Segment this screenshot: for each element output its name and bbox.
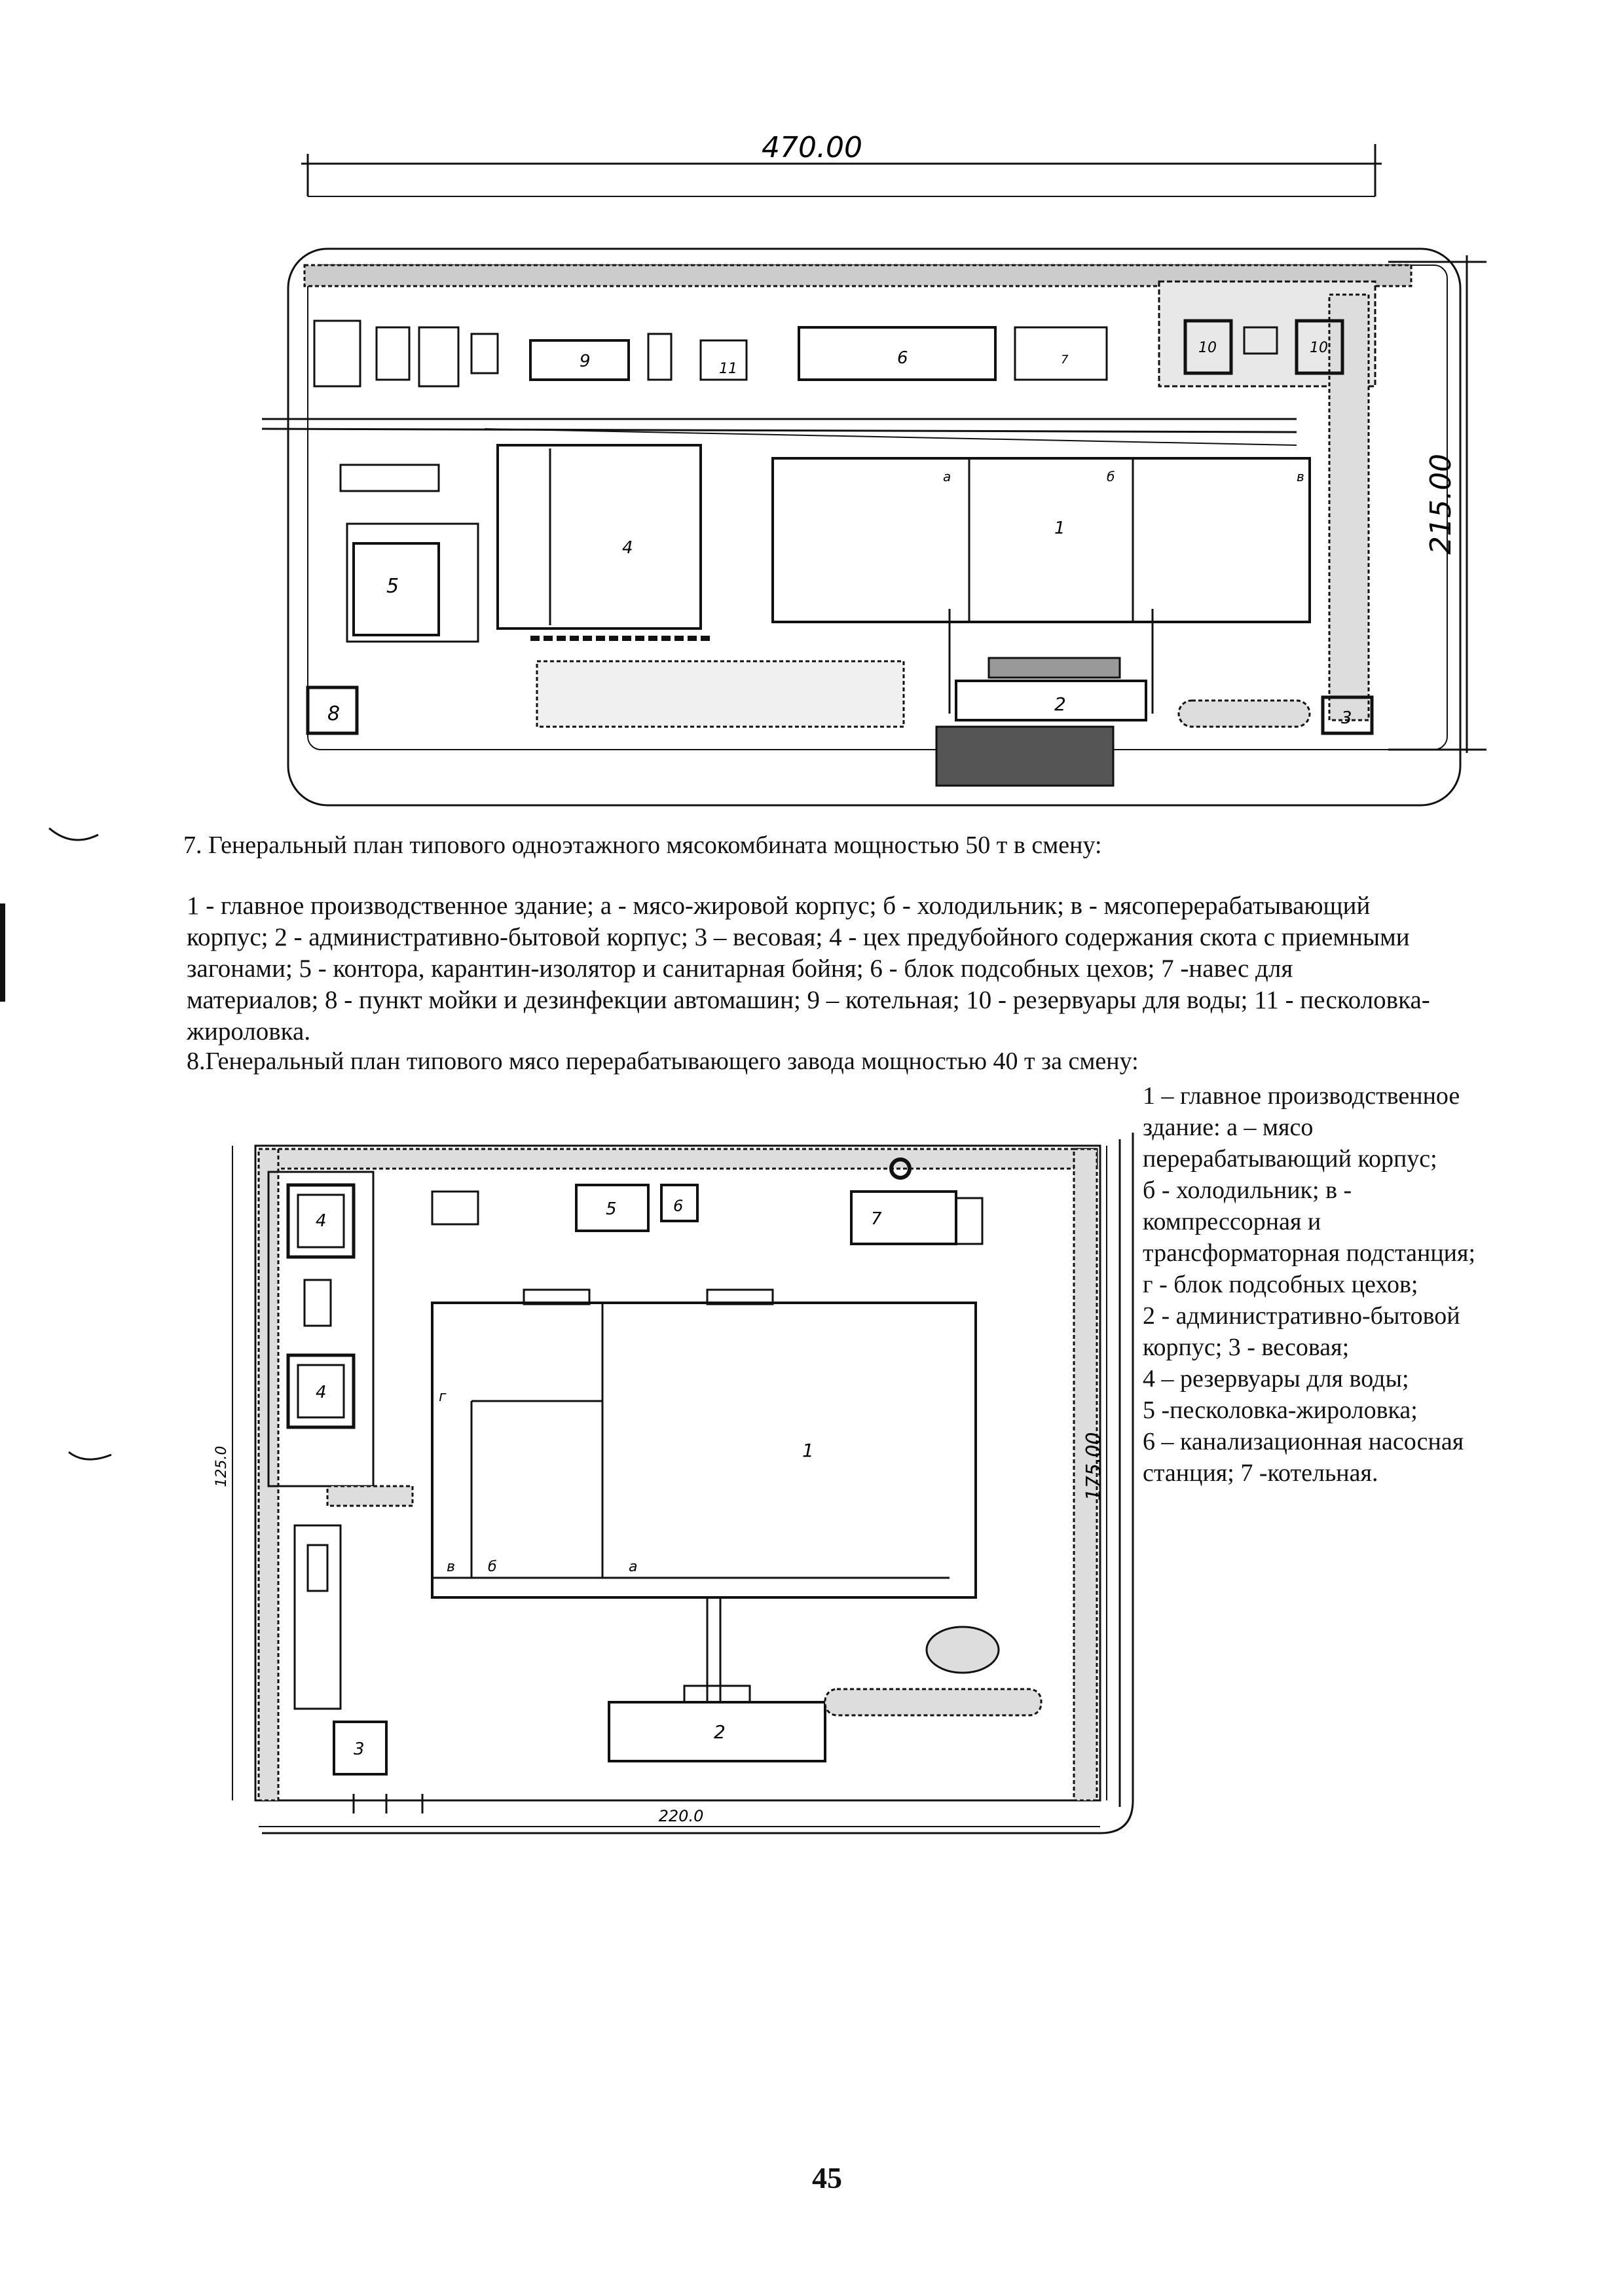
plan1-caption: 7. Генеральный план типового одноэтажного мясокомбината мощностью 50 т в смену: xyxy=(183,831,1102,859)
legend-line: г - блок подсобных цехов; xyxy=(1143,1271,1418,1298)
building-label-b: б xyxy=(1107,469,1115,484)
building-7 xyxy=(851,1192,956,1244)
building-label-3: 3 xyxy=(354,1740,365,1759)
building-4 xyxy=(498,445,701,629)
building-label-3: 3 xyxy=(1341,708,1352,728)
legend-line: станция; 7 -котельная. xyxy=(1143,1459,1378,1487)
legend-line: б - холодильник; в - xyxy=(1143,1176,1352,1204)
pump-station-area xyxy=(927,1627,999,1673)
building-label-8: 8 xyxy=(327,702,341,725)
margin-bar xyxy=(0,903,5,1002)
building-label-6: 6 xyxy=(673,1197,684,1215)
legend-line: 5 -песколовка-жироловка; xyxy=(1143,1396,1418,1424)
building-label-10b: 10 xyxy=(1310,340,1328,356)
building-label-a: a xyxy=(629,1559,638,1575)
legend-line: здание: а – мясо xyxy=(1143,1114,1314,1141)
dim-inner-height-label: 125.0 xyxy=(213,1446,230,1487)
site-plan-2 xyxy=(196,1120,1146,1879)
building-label-5: 5 xyxy=(386,575,399,598)
legend-line: перерабатывающий корпус; xyxy=(1143,1145,1437,1173)
building-label-7: 7 xyxy=(871,1209,882,1229)
building-2 xyxy=(956,681,1146,720)
building-label-g: г xyxy=(439,1389,447,1405)
plan2-caption: 8.Генеральный план типового мясо перерабатывающего завода мощностью 40 т за смену: xyxy=(187,1048,1139,1075)
dim-height-label: 215.00 xyxy=(1424,454,1458,555)
legend-line: 1 - главное производственное здание; а - мясо-жировой корпус; б - холодильник; в - мясоперерабатывающий xyxy=(187,892,1371,920)
legend-line: корпус; 2 - административно-бытовой корпус; 3 – весовая; 4 - цех предубойного содержания скота с приемными xyxy=(187,923,1410,951)
building-label-2: 2 xyxy=(1054,693,1066,715)
building-label-4: 4 xyxy=(622,538,633,558)
legend-line: 2 - административно-бытовой xyxy=(1143,1302,1460,1330)
page-number: 45 xyxy=(812,2161,842,2195)
plan1-legend xyxy=(187,890,1536,1048)
margin-mark-2 xyxy=(65,1447,118,1467)
building-label-7: 7 xyxy=(1061,353,1069,367)
site-plan-1 xyxy=(223,124,1506,818)
legend-line: материалов; 8 - пункт мойки и дезинфекции автомашин; 9 – котельная; 10 - резервуары для воды; 11 - песколовка- xyxy=(187,986,1430,1014)
building-label-11: 11 xyxy=(719,361,737,377)
building-label-5: 5 xyxy=(606,1199,617,1219)
legend-line: 1 – главное производственное xyxy=(1143,1082,1460,1110)
building-label-6: 6 xyxy=(897,348,908,368)
building-label-a: a xyxy=(943,469,951,484)
entrance-area xyxy=(936,727,1113,786)
building-label-1: 1 xyxy=(802,1440,814,1461)
legend-line: 4 – резервуары для воды; xyxy=(1143,1365,1409,1393)
building-label-10a: 10 xyxy=(1198,340,1217,356)
legend-line: корпус; 3 - весовая; xyxy=(1143,1334,1350,1361)
dim-height-label: 175.00 xyxy=(1082,1432,1105,1501)
building-label-9: 9 xyxy=(580,352,591,371)
building-label-v: в xyxy=(1297,469,1304,484)
legend-line: компрессорная и xyxy=(1143,1208,1321,1235)
building-label-b: б xyxy=(488,1559,497,1575)
building-label-4b: 4 xyxy=(316,1383,327,1402)
building-label-v: в xyxy=(447,1559,455,1575)
plan2-legend xyxy=(1143,1080,1601,1489)
building-1 xyxy=(773,458,1310,622)
legend-line: 6 – канализационная насосная xyxy=(1143,1428,1464,1455)
dim-width-label: 220.0 xyxy=(658,1807,704,1825)
building-label-2: 2 xyxy=(714,1721,726,1743)
building-label-4a: 4 xyxy=(316,1211,327,1231)
legend-line: загонами; 5 - контора, карантин-изолятор и санитарная бойня; 6 - блок подсобных цехов; 7 -навес для xyxy=(187,955,1293,983)
margin-mark-1 xyxy=(46,822,105,848)
legend-line: трансформаторная подстанция; xyxy=(1143,1239,1476,1267)
dim-width-label: 470.00 xyxy=(762,131,862,164)
building-1 xyxy=(432,1303,976,1597)
building-label-1: 1 xyxy=(1054,519,1065,538)
legend-line: жироловка. xyxy=(187,1017,311,1046)
